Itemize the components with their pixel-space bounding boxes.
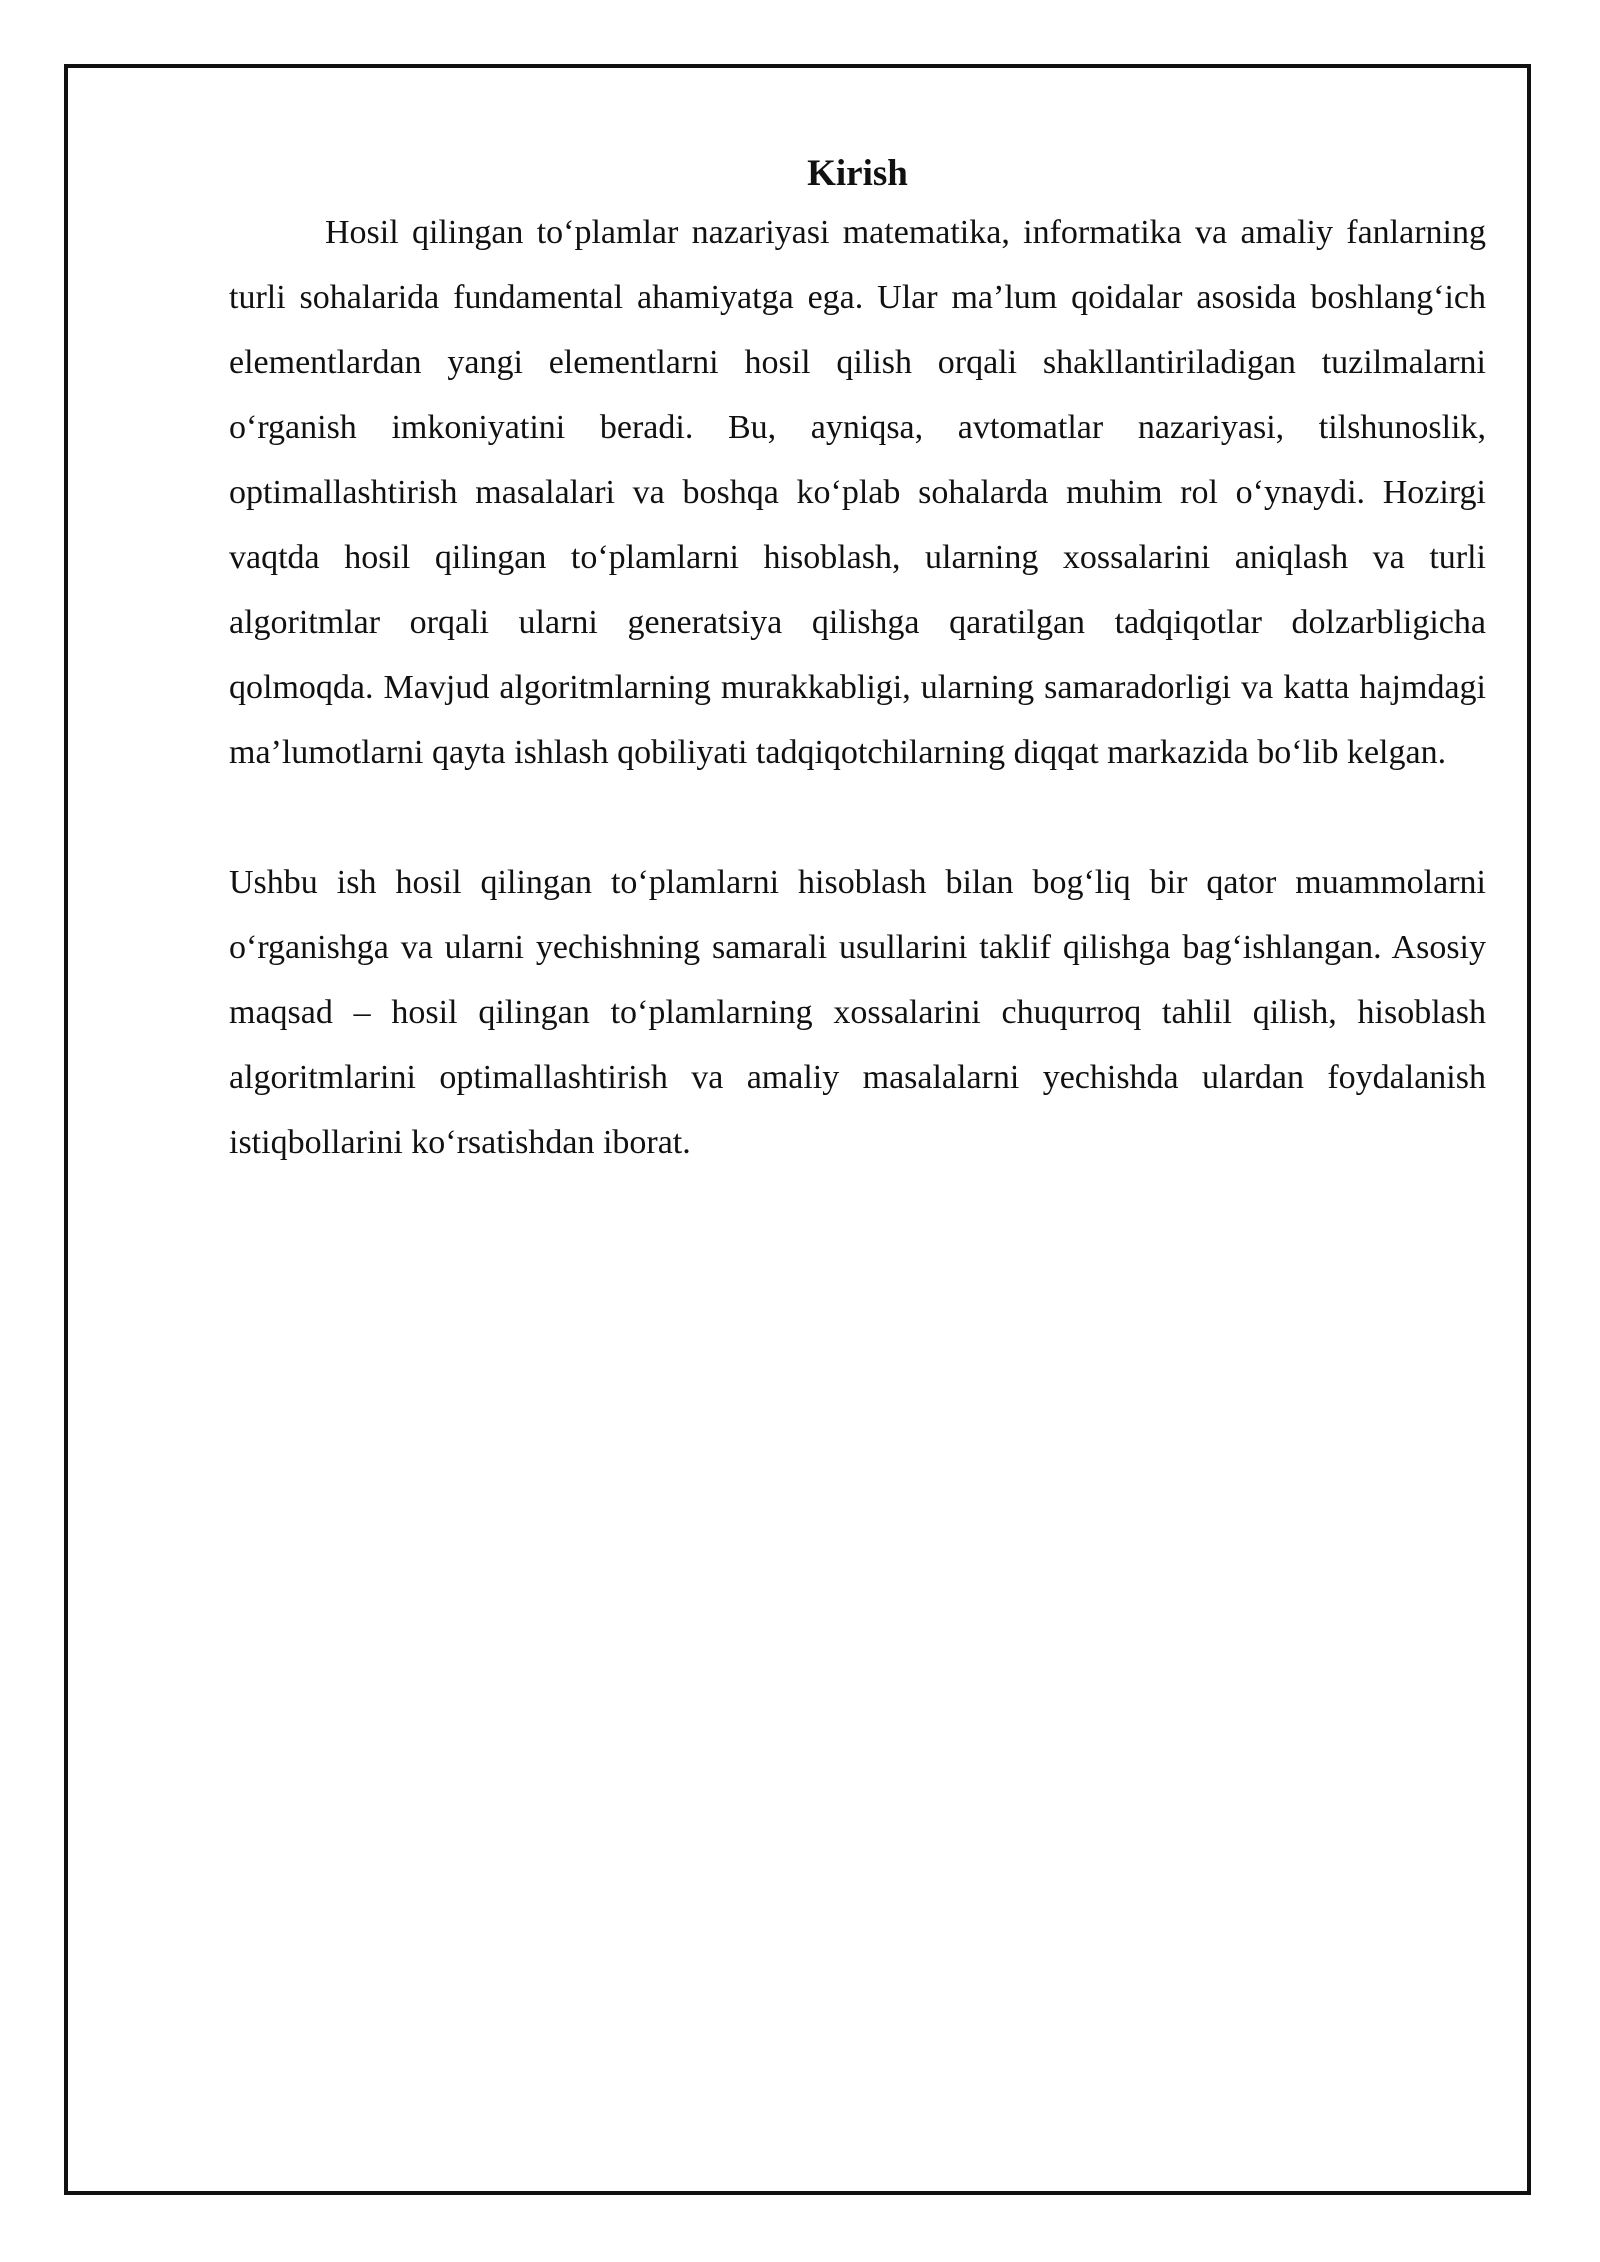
paragraph-spacer [229, 785, 1486, 850]
section-title: Kirish [807, 153, 908, 194]
paragraph-intro: Hosil qilingan to‘plamlar nazariyasi matematika, informatika va amaliy fanlarning turli sohalarida fundamental ahamiyatga ega. Ular ma’lum qoidalar asosida boshlang‘ich elementlardan yangi elementlarni hosil qilish orqali shakllantiriladigan tuzilmalarni o‘rganish imkoniyatini beradi. Bu, ayniqsa, avtomatlar nazariyasi, tilshunoslik, optimallashtirish masalalari va boshqa ko‘plab sohalarda muhim rol o‘ynaydi. Hozirgi vaqtda hosil qilingan to‘plamlarni hisoblash, ularning xossalarini aniqlash va turli algoritmlar orqali ularni generatsiya qilishga qaratilgan tadqiqotlar dolzarbligicha qolmoqda. Mavjud algoritmlarning murakkabligi, ularning samaradorligi va katta hajmdagi ma’lumotlarni qayta ishlash qobiliyati tadqiqotchilarning diqqat markazida bo‘lib kelgan. [229, 214, 1486, 771]
document-body [229, 148, 1486, 1175]
paragraph-purpose: Ushbu ish hosil qilingan to‘plamlarni hisoblash bilan bog‘liq bir qator muammolarni o‘rganishga va ularni yechishning samarali usullarini taklif qilishga bag‘ishlangan. Asosiy maqsad – hosil qilingan to‘plamlarning xossalarini chuqurroq tahlil qilish, hisoblash algoritmlarini optimallashtirish va amaliy masalalarni yechishda ulardan foydalanish istiqbollarini ko‘rsatishdan iborat. [229, 864, 1486, 1161]
